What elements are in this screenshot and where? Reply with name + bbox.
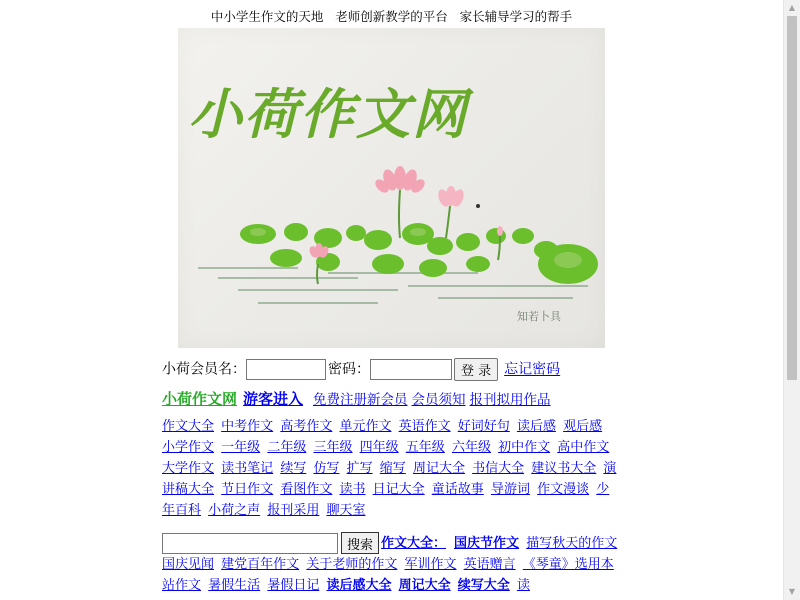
lotus-painting — [178, 28, 605, 348]
nav-link[interactable]: 五年级 — [405, 440, 445, 455]
artist-signature: 知若卜具 — [517, 310, 561, 323]
nav-link[interactable]: 报刊采用 — [267, 503, 320, 518]
scroll-down-arrow-icon[interactable]: ▼ — [788, 587, 796, 596]
password-input[interactable] — [370, 359, 452, 380]
nav-link[interactable]: 聊天室 — [326, 503, 366, 518]
nav-link[interactable]: 初中作文 — [498, 440, 551, 455]
nav-link[interactable]: 续写 — [280, 461, 307, 476]
nav-link[interactable]: 英语作文 — [398, 419, 451, 434]
nav-link[interactable]: 书信大全 — [472, 461, 525, 476]
logo-text: 小荷作文网 — [188, 82, 468, 146]
nav-link[interactable]: 小荷之声 — [208, 503, 261, 518]
nav-link[interactable]: 作文漫谈 — [537, 482, 590, 497]
nav-link[interactable]: 三年级 — [313, 440, 353, 455]
nav-link[interactable]: 作文大全 — [162, 419, 215, 434]
featured-link[interactable]: 暑假日记 — [267, 578, 320, 593]
nav-link[interactable]: 好词好句 — [457, 419, 510, 434]
nav-link[interactable]: 四年级 — [359, 440, 399, 455]
nav-link[interactable]: 高中作文 — [557, 440, 610, 455]
forgot-password-link[interactable]: 忘记密码 — [504, 361, 561, 378]
site-tagline: 中小学生作文的天地 老师创新教学的平台 家长辅导学习的帮手 — [210, 9, 573, 24]
featured-link[interactable]: 续写大全 — [457, 578, 510, 593]
featured-link[interactable]: 建党百年作文 — [221, 557, 300, 572]
nav-link[interactable]: 童话故事 — [431, 482, 484, 497]
nav-link[interactable]: 小学作文 — [162, 440, 215, 455]
nav-link[interactable]: 高考作文 — [280, 419, 333, 434]
featured-link[interactable]: 暑假生活 — [208, 578, 261, 593]
welcome-bar — [162, 388, 602, 411]
guest-entry-link[interactable]: 游客进入 — [243, 390, 304, 408]
featured-link[interactable]: 关于老师的作文 — [306, 557, 398, 572]
nav-link[interactable]: 演讲稿大全 — [162, 461, 617, 497]
nav-link[interactable]: 节日作文 — [221, 482, 274, 497]
site-name-link[interactable]: 小荷作文网 — [162, 390, 238, 408]
insect-mark — [476, 204, 480, 208]
member-rules-link[interactable]: 会员须知 — [411, 392, 466, 408]
featured-link[interactable]: 《琴童》选用本站作文 — [162, 557, 614, 593]
search-section — [162, 532, 622, 596]
submission-link[interactable]: 报刊拟用作品 — [469, 392, 551, 408]
nav-link[interactable]: 六年级 — [451, 440, 491, 455]
nav-link[interactable]: 日记大全 — [372, 482, 425, 497]
nav-link[interactable]: 扩写 — [346, 461, 373, 476]
nav-link[interactable]: 缩写 — [379, 461, 406, 476]
password-label: 密码： — [328, 361, 370, 378]
nav-link[interactable]: 二年级 — [267, 440, 307, 455]
nav-link[interactable]: 看图作文 — [280, 482, 333, 497]
vertical-scrollbar[interactable] — [783, 0, 800, 600]
featured-link[interactable]: 国庆节作文 — [454, 535, 520, 551]
login-form — [162, 358, 592, 380]
scrollbar-thumb[interactable] — [787, 16, 797, 380]
category-nav — [162, 416, 622, 521]
nav-link[interactable]: 中考作文 — [221, 419, 274, 434]
nav-link[interactable]: 读书笔记 — [221, 461, 274, 476]
nav-link[interactable]: 建议书大全 — [531, 461, 597, 476]
search-category-label[interactable]: 作文大全： — [381, 535, 447, 551]
featured-link[interactable]: 英语赠言 — [463, 557, 516, 572]
nav-link[interactable]: 单元作文 — [339, 419, 392, 434]
featured-link[interactable]: 周记大全 — [398, 578, 451, 593]
banner-image — [178, 28, 605, 348]
featured-link[interactable]: 读 — [516, 578, 530, 593]
featured-link[interactable]: 描写秋天的作文 — [526, 535, 618, 551]
nav-link[interactable]: 读后感 — [516, 419, 556, 434]
login-button[interactable]: 登 录 — [454, 358, 498, 381]
featured-link[interactable]: 国庆见闻 — [162, 557, 215, 572]
scroll-up-arrow-icon[interactable]: ▲ — [788, 3, 796, 12]
nav-link[interactable]: 少年百科 — [162, 482, 610, 518]
register-link[interactable]: 免费注册新会员 — [313, 392, 408, 408]
nav-link[interactable]: 读书 — [339, 482, 366, 497]
nav-link[interactable]: 一年级 — [221, 440, 261, 455]
search-button[interactable]: 搜索 — [341, 532, 379, 554]
featured-link[interactable]: 军训作文 — [404, 557, 457, 572]
search-input[interactable] — [162, 533, 338, 554]
nav-link[interactable]: 导游词 — [490, 482, 530, 497]
featured-link[interactable]: 读后感大全 — [326, 578, 392, 593]
username-input[interactable] — [246, 359, 326, 380]
nav-link[interactable]: 观后感 — [563, 419, 603, 434]
nav-link[interactable]: 仿写 — [313, 461, 340, 476]
nav-link[interactable]: 大学作文 — [162, 461, 215, 476]
username-label: 小荷会员名： — [162, 361, 246, 378]
nav-link[interactable]: 周记大全 — [412, 461, 465, 476]
